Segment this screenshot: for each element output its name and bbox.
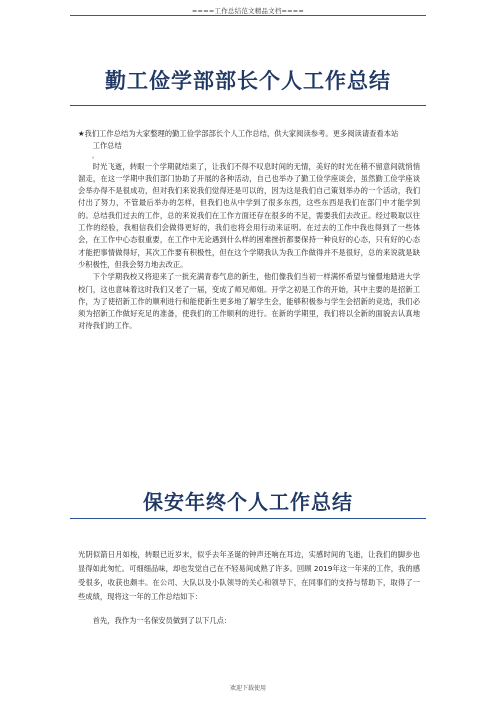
page-footer: 欢迎下载使用 [229,685,266,692]
header-rule [70,15,426,16]
section1-paragraph-2: 下个学期我校又将迎来了一批充满青春气息的新生，他们像我们当初一样满怀希望与憧憬地踏进大学校门，这也意味着这时我们又老了一届，变成了师兄师姐。开学之初是工作的开始，其中主要的是招新工作，为了使招新工作的顺利进行和能使新生更多地了解学生会，能够积极参与学生会招新的竞选，我们必须为招新工作做好充足的准备，使我们的工作顺利的进行。在新的学期里，我们将以全新的面貌去认真地对待我们的工作。 [78,272,420,331]
section2-title: 保安年终个人工作总结 [143,490,353,514]
section1-paragraph-1: 时光飞逝，转眼一个学期就结束了，让我们不得不叹息时间的无情，美好的时光在稍不留意间就悄悄溜走，在这一学期中我们部门协助了开展的各种活动，自己也举办了勤工俭学座谈会，虽然勤工俭学座谈会举办得不是很成功，但对我们来说我们觉得还是可以的，因为这是我们自己策划举办的一个活动，我们付出了努力，不管最后举办的怎样，但我们也从中学到了很多东西，这些东西是我们在部门中才能学到的。总结我们过去的工作，总的来说我们在工作方面还存在很多的不足，需要我们去改正。经过吸取以往工作的经验，我相信我们会做得更好的，我们也将会用行动来证明。在过去的工作中我也得到了一些体会，在工作中心态很重要，在工作中无论遇到什么样的困难挫折都要保持一种良好的心态，只有好的心态才能把事情做得好，其次工作要有积极性，但在这个学期我认为我工作做得并不是很好，总的来说就是缺少积极性，但我会努力地去改正。 [78,161,420,269]
section2-paragraph-2: 首先，我作为一名保安员做到了以下几点： [92,616,232,626]
section2-body [78,548,420,628]
section1-intro: ★我们工作总结为大家整理的勤工俭学部部长个人工作总结，供大家阅读参考。更多阅读请查看本站 [78,129,399,138]
section1-title-rule [70,105,426,106]
work-summary-link[interactable]: 工作总结 [92,141,122,151]
page-header: ====工作总结范文精品文档==== [191,7,305,15]
section2-title-rule [70,518,426,519]
section1-dot: 。 [92,152,99,160]
section1-title: 勤工俭学部部长个人工作总结 [105,69,391,93]
section2-paragraph-1: 光阴似箭日月如梭，转眼已近岁末，似乎去年圣诞的钟声还响在耳边，实感时间的飞逝，让我们的脚步也显得如此匆忙。可细细品味，却也发觉自己在不轻易间成熟了许多。回顾 2019年这一年来的工作，我的感受很多，收获也颇丰。在公司、大队以及小队领导的关心和领导下，在同事们的支持与帮助下，取得了一些成绩，现将这一年的工作总结如下： [78,550,420,602]
section1-body [78,128,420,333]
